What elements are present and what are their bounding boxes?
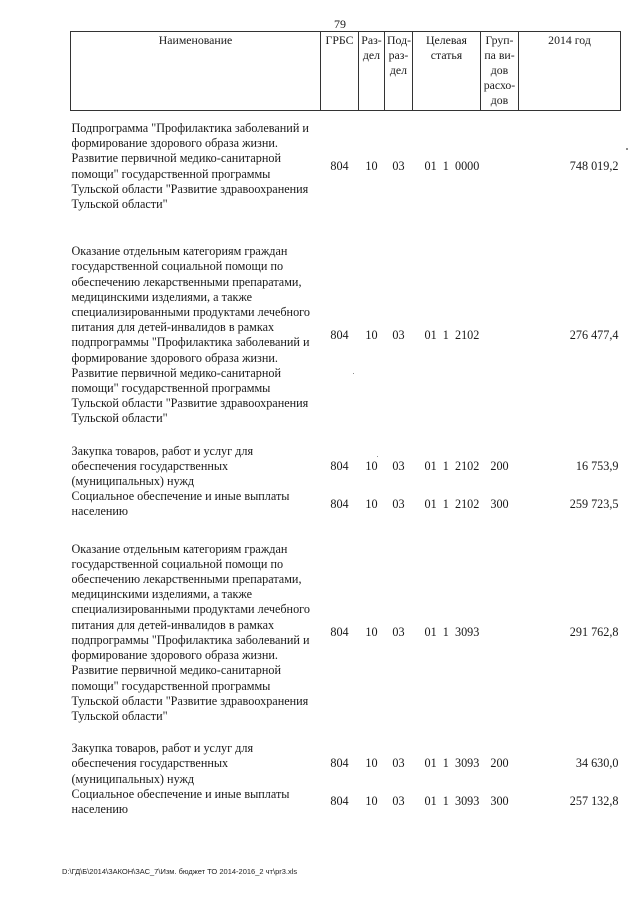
row-name: Подпрограмма "Профилактика заболеваний и формирование здорового образа жизни. Развитие первичной медико-санитарной помощи" государственной программы Тульской области "Развитие здравоохранения Тульской области": [71, 121, 309, 212]
row-gruppa: [481, 121, 519, 212]
row-name: Социальное обеспечение и иные выплаты населению: [71, 489, 290, 519]
row-sum: 748 019,2: [569, 159, 619, 173]
table-row: [71, 121, 621, 212]
row-sum: 291 762,8: [569, 625, 619, 640]
scan-speck: [626, 148, 628, 150]
row-grbs: 804: [330, 625, 349, 640]
row-name: Социальное обеспечение и иные выплаты населению: [71, 786, 290, 816]
row-tselevaya: 01 1 3093: [424, 756, 480, 771]
row-sum: 276 477,4: [569, 327, 619, 342]
row-razdel: 10: [365, 794, 378, 809]
row-razdel: 10: [365, 496, 378, 511]
table-row: [71, 244, 621, 426]
table-row: [71, 542, 621, 724]
row-razdel: 10: [365, 756, 378, 771]
row-sum: 259 723,5: [569, 496, 619, 511]
table-row: [71, 444, 621, 490]
row-grbs: 804: [330, 496, 349, 511]
row-tselevaya: 01 1 2102: [424, 327, 480, 342]
budget-table: [70, 31, 621, 817]
header-gruppa-vidov-rashodov: Груп- па ви- дов расхо- дов: [481, 32, 519, 111]
row-tselevaya: 01 1 2102: [424, 496, 480, 511]
scan-speck: [353, 373, 354, 374]
table-row: [71, 787, 621, 817]
header-name: Наименование: [71, 32, 321, 111]
row-gruppa: [481, 244, 519, 426]
header-podrazdel: Под- раз- дел: [385, 32, 413, 111]
row-gruppa: 300: [490, 496, 509, 511]
row-tselevaya: 01 1 3093: [424, 794, 480, 809]
row-grbs: 804: [330, 794, 349, 809]
row-tselevaya: 01 1 2102: [424, 458, 480, 473]
row-grbs: 804: [330, 327, 349, 342]
row-name: Оказание отдельным категориям граждан государственной социальной помощи по обеспечению лекарственными препаратами, медицинскими изделиями, а также специализированными продуктами лечебного питания для детей-инвалидов в рамках подпрограммы "Профилактика заболеваний и формирование здорового образа жизни. Развитие первичной медико-санитарной помощи" государственной программы Тульской области "Развитие здравоохранения Тульской области": [71, 541, 310, 723]
file-path-footer: D:\ГД\Б\2014\ЗАКОН\ЗАС_7\Изм. бюджет ТО 2014-2016_2 чт\pr3.xls: [62, 867, 298, 876]
row-grbs: 804: [330, 159, 349, 173]
row-grbs: 804: [330, 756, 349, 771]
row-podrazdel: 03: [392, 625, 405, 640]
row-podrazdel: 03: [392, 496, 405, 511]
row-gruppa: 200: [490, 756, 509, 771]
row-name: Закупка товаров, работ и услуг для обеспечения государственных (муниципальных) нужд: [71, 741, 254, 786]
header-year-2014: 2014 год: [519, 32, 621, 111]
row-sum: 257 132,8: [569, 794, 619, 809]
row-podrazdel: 03: [392, 794, 405, 809]
row-razdel: 10: [365, 159, 378, 173]
row-gruppa: [481, 542, 519, 724]
row-razdel: 10: [365, 458, 378, 473]
table-row: [71, 489, 621, 519]
row-podrazdel: 03: [392, 327, 405, 342]
row-tselevaya: 01 1 3093: [424, 625, 480, 640]
table-row: [71, 741, 621, 787]
row-sum: 34 630,0: [575, 756, 619, 771]
header-razdel: Раз- дел: [359, 32, 385, 111]
row-podrazdel: 03: [392, 159, 405, 173]
row-grbs: 804: [330, 458, 349, 473]
header-grbs: ГРБС: [321, 32, 359, 111]
row-gruppa: 200: [490, 458, 509, 473]
table-header: [71, 32, 621, 111]
row-gruppa: 300: [490, 794, 509, 809]
row-name: Закупка товаров, работ и услуг для обеспечения государственных (муниципальных) нужд: [71, 443, 254, 489]
row-podrazdel: 03: [392, 756, 405, 771]
row-sum: 16 753,9: [575, 458, 619, 473]
scan-speck: [377, 456, 378, 457]
row-razdel: 10: [365, 625, 378, 640]
page-number: 79: [334, 17, 346, 31]
row-name: Оказание отдельным категориям граждан государственной социальной помощи по обеспечению лекарственными препаратами, медицинскими изделиями, а также специализированными продуктами лечебного питания для детей-инвалидов в рамках подпрограммы "Профилактика заболеваний и формирование здорового образа жизни. Развитие первичной медико-санитарной помощи" государственной программы Тульской области "Развитие здравоохранения Тульской области": [71, 244, 310, 426]
row-tselevaya: 01 1 0000: [424, 159, 480, 173]
row-razdel: 10: [365, 327, 378, 342]
header-tselevaya-statya: Целевая статья: [413, 32, 481, 111]
row-podrazdel: 03: [392, 458, 405, 473]
